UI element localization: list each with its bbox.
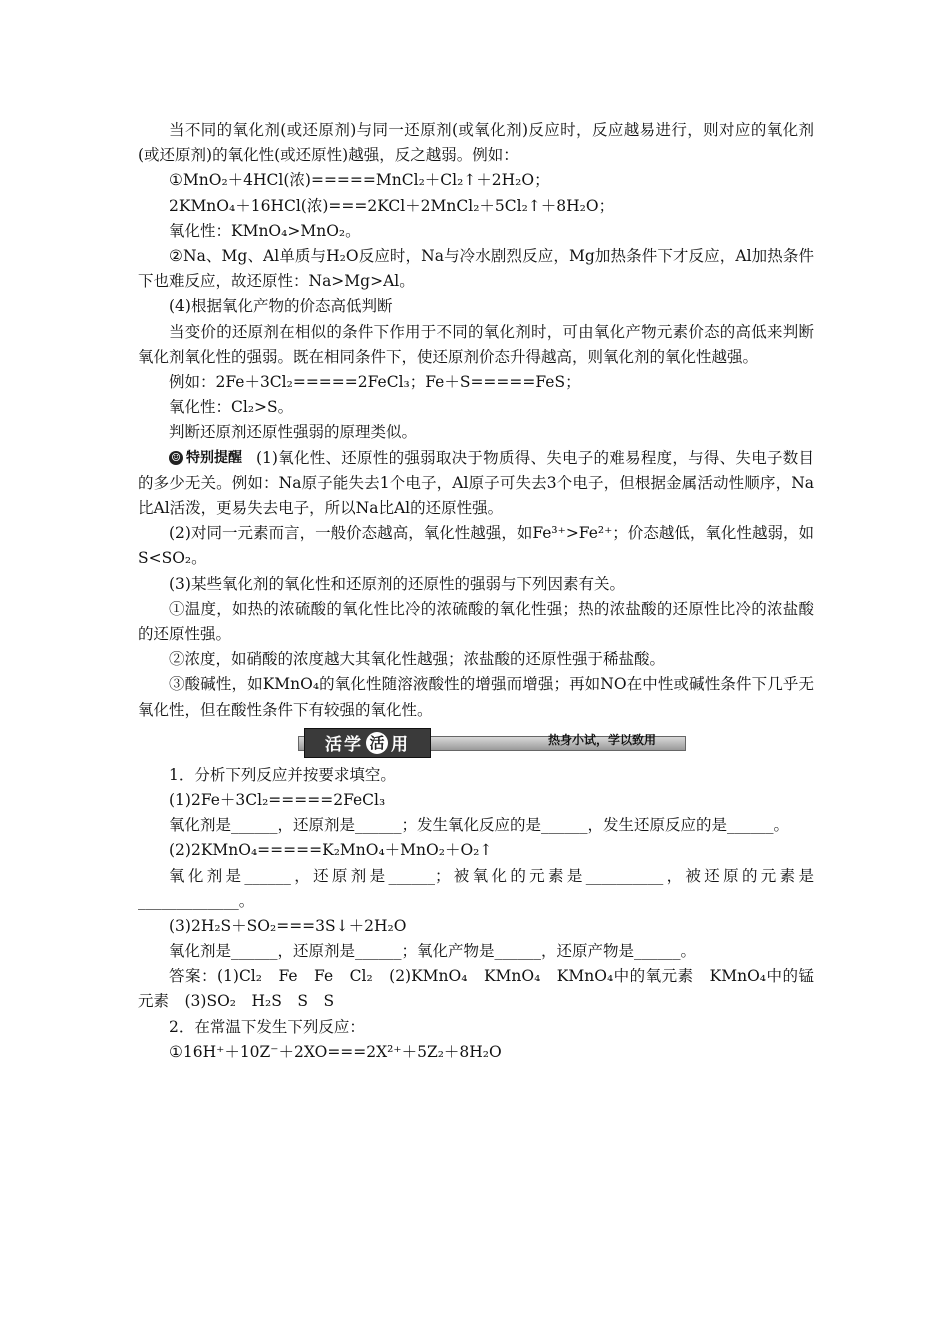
sub-question: (2)2KMnO₄=====K₂MnO₄＋MnO₂＋O₂↑: [169, 841, 493, 860]
tip-header: [138, 446, 256, 471]
question: 2．在常温下发生下列反应：: [169, 1017, 365, 1036]
tip-label: 特别提醒: [186, 449, 242, 466]
document-body: [138, 118, 814, 1065]
tip-paragraph: (2)对同一元素而言，一般价态越高，氧化性越强，如Fe³⁺>Fe²⁺；价态越低，氧化性越弱，如S<SO₂。: [138, 524, 814, 568]
banner-subtitle: 热身小试，学以致用: [548, 732, 657, 747]
fill-blank: 氧化剂是______，还原剂是______；发生氧化反应的是______，发生还原反应的是______。: [169, 816, 790, 835]
paragraph: 当不同的氧化剂(或还原剂)与同一还原剂(或氧化剂)反应时，反应越易进行，则对应的氧化剂(或还原剂)的氧化性(或还原性)越强，反之越弱。例如：: [138, 121, 814, 165]
banner-text-left: 活学: [325, 735, 363, 756]
section-banner: [138, 727, 814, 759]
sub-question: (1)2Fe＋3Cl₂=====2FeCl₃: [169, 790, 386, 809]
paragraph: ②Na、Mg、Al单质与H₂O反应时，Na与冷水剧烈反应，Mg加热条件下才反应，Al加热条件下也难反应，故还原性：Na>Mg>Al。: [138, 246, 814, 291]
sub-question: (3)2H₂S＋SO₂===3S↓＋2H₂O: [169, 916, 407, 935]
answer: 答案：(1)Cl₂ Fe Fe Cl₂ (2)KMnO₄ KMnO₄ KMnO₄中的氧元素 KMnO₄中的锰元素 (3)SO₂ H₂S S S: [138, 967, 814, 1011]
smile-icon: ☺: [169, 451, 183, 465]
tip-paragraph: ③酸碱性，如KMnO₄的氧化性随溶液酸性的增强而增强；再如NO在中性或碱性条件下几乎无氧化性，但在酸性条件下有较强的氧化性。: [138, 675, 814, 719]
tip-paragraph: (3)某些氧化剂的氧化性和还原剂的还原性的强弱与下列因素有关。: [169, 574, 625, 593]
statement: 判断还原剂还原性强弱的原理类似。: [169, 423, 418, 442]
equation: ①16H⁺＋10Z⁻＋2XO===2X²⁺＋5Z₂＋8H₂O: [169, 1042, 502, 1061]
banner-tag: [304, 728, 431, 758]
equation: ①MnO₂＋4HCl(浓)=====MnCl₂＋Cl₂↑＋2H₂O；: [169, 171, 550, 190]
special-tip: [138, 446, 814, 522]
tip-paragraph: ②浓度，如硝酸的浓度越大其氧化性越强；浓盐酸的还原性强于稀盐酸。: [169, 650, 666, 669]
question: 1．分析下列反应并按要求填空。: [169, 765, 396, 784]
fill-blank: 氧化剂是______，还原剂是______；被氧化的元素是__________，被还原的元素是_____________。: [138, 866, 814, 910]
banner-text-right: 用: [391, 735, 410, 756]
fill-blank: 氧化剂是______，还原剂是______；氧化产物是______，还原产物是______。: [169, 942, 697, 961]
statement: 氧化性：KMnO₄>MnO₂。: [169, 221, 361, 240]
section-heading: (4)根据氧化产物的价态高低判断: [169, 297, 393, 316]
statement: 氧化性：Cl₂>S。: [169, 398, 294, 417]
equation: 2KMnO₄＋16HCl(浓)===2KCl＋2MnCl₂＋5Cl₂↑＋8H₂O；: [169, 196, 615, 215]
banner-text-mid: 活: [366, 732, 388, 754]
equation: 例如：2Fe＋3Cl₂=====2FeCl₃；Fe＋S=====FeS；: [169, 372, 581, 391]
tip-text: (1)氧化性、还原性的强弱取决于物质得、失电子的难易程度，与得、失电子数目的多少无关。例如：Na原子能失去1个电子，Al原子可失去3个电子，但根据金属活动性顺序，Na比Al活泼，更易失去电子，所以Na比Al的还原性强。: [138, 448, 814, 517]
tip-paragraph: ①温度，如热的浓硫酸的氧化性比冷的浓硫酸的氧化性强；热的浓盐酸的还原性比冷的浓盐酸的还原性强。: [138, 599, 814, 643]
paragraph: 当变价的还原剂在相似的条件下作用于不同的氧化剂时，可由氧化产物元素价态的高低来判断氧化剂氧化性的强弱。既在相同条件下，使还原剂价态升得越高，则氧化剂的氧化性越强。: [138, 322, 814, 366]
